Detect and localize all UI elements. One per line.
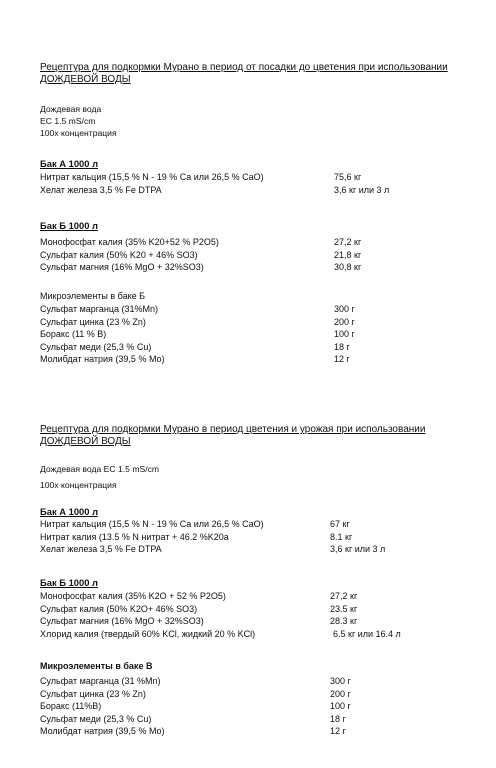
fertilizer-amount: 100 г [330,701,351,711]
table-row [40,236,460,249]
fertilizer-amount: 12 г [330,726,346,736]
fertilizer-name: Сульфат марганца (31 %Mn) [40,676,161,686]
table-row [40,615,460,628]
fertilizer-name: Сульфат магния (16% MgO + 32%SO3) [40,262,204,272]
fertilizer-name: Сульфат калия (50% K20 + 46% SO3) [40,249,198,260]
fertilizer-amount: 18 г [334,341,350,352]
meta-line: 100х концентрация [40,480,117,490]
table-row [40,531,460,544]
section2-micro-rows [40,675,460,738]
section1-micro-rows [40,303,460,366]
section1-micro-header: Микроэлементы в баке Б [40,291,146,301]
fertilizer-name: Монофосфат калия (35% K2O + 52 % P2O5) [40,591,226,601]
fertilizer-amount: 23.5 кг [330,603,358,614]
fertilizer-name: Сульфат цинка (23 % Zn) [40,688,146,699]
fertilizer-amount: 6.5 кг или 16.4 л [333,628,401,639]
fertilizer-name: Сульфат магния (16% MgO + 32%SO3) [40,616,204,626]
table-row [40,316,460,329]
meta-line: Дождевая вода EC 1.5 mS/cm [40,464,160,474]
section1-tank-b-rows [40,236,460,274]
table-row [40,700,460,713]
fertilizer-amount: 3,6 кг или 3 л [330,544,386,554]
fertilizer-name: Сульфат меди (25,3 % Cu) [40,713,152,724]
table-row [40,725,460,738]
fertilizer-name: Молибдат натрия (39,5 % Mo) [40,354,165,364]
table-row [40,249,460,262]
table-row [40,590,460,603]
fertilizer-name: Хлорид калия (твердый 60% KCl, жидкий 20 % KCl) [40,628,256,639]
table-row [40,184,460,197]
table-row [40,171,460,184]
section2-tank-a-header: Бак А 1000 л [40,506,99,517]
table-row [40,328,460,341]
table-row [40,518,460,531]
table-row [40,543,460,556]
section2-meta [40,463,159,491]
fertilizer-name: Хелат железа 3,5 % Fe DTPA [40,184,162,195]
fertilizer-amount: 21,8 кг [334,249,362,260]
fertilizer-amount: 75,6 кг [334,172,362,182]
fertilizer-amount: 67 кг [330,519,350,529]
fertilizer-name: Молибдат натрия (39,5 % Mo) [40,726,165,736]
table-row [40,603,460,616]
meta-line: Дождевая вода [40,104,102,114]
meta-line: 100х концентрация [40,128,117,138]
fertilizer-amount: 27,2 кг [330,591,358,601]
fertilizer-name: Нитрат кальция (15,5 % N - 19 % Ca или 26,5 % CaO) [40,519,264,529]
fertilizer-amount: 200 г [330,688,351,699]
table-row [40,713,460,726]
table-row [40,628,460,641]
fertilizer-amount: 100 г [334,329,355,339]
fertilizer-name: Сульфат меди (25,3 % Cu) [40,341,152,352]
fertilizer-amount: 28.3 кг [330,616,358,626]
table-row [40,353,460,366]
fertilizer-name: Сульфат марганца (31%Mn) [40,304,159,314]
section1-title: Рецептура для подкормки Мурано в период от посадки до цветения при использовании ДОЖДЕВОЙ ВОДЫ [40,62,448,85]
fertilizer-name: Монофосфат калия (35% K20+52 % P2O5) [40,237,219,247]
section2-tank-b-rows [40,590,460,640]
section2-tank-a-rows [40,518,460,556]
fertilizer-name: Нитрат калия (13.5 % N нитрат + 46.2 %K20a [40,531,229,542]
fertilizer-amount: 27,2 кг [334,237,362,247]
meta-line: EC 1.5 mS/cm [40,116,96,126]
fertilizer-amount: 30,8 кг [334,262,362,272]
section1-tank-a-rows [40,171,460,196]
fertilizer-name: Сульфат цинка (23 % Zn) [40,316,146,327]
fertilizer-amount: 3,6 кг или 3 л [334,184,390,195]
fertilizer-name: Хелат железа 3,5 % Fe DTPA [40,544,162,554]
table-row [40,675,460,688]
section2-title: Рецептура для подкормки Мурано в период цветения и урожая при использовании ДОЖДЕВОЙ ВОДЫ [40,424,426,447]
fertilizer-name: Боракс (11 % B) [40,329,107,339]
fertilizer-amount: 8.1 кг [330,531,353,542]
fertilizer-name: Нитрат кальция (15,5 % N - 19 % Ca или 26,5 % CaO) [40,172,264,182]
fertilizer-name: Боракс (11%B) [40,701,102,711]
fertilizer-name: Сульфат калия (50% K2O+ 46% SO3) [40,603,198,614]
table-row [40,303,460,316]
fertilizer-amount: 300 г [334,304,355,314]
fertilizer-amount: 200 г [334,316,355,327]
section1-tank-b-header: Бак Б 1000 л [40,220,99,231]
section1-meta [40,103,117,139]
fertilizer-amount: 300 г [330,676,351,686]
section1-tank-a-header: Бак А 1000 л [40,158,99,169]
section2-micro-header: Микроэлементы в баке В [40,661,153,671]
table-row [40,688,460,701]
table-row [40,261,460,274]
section2-tank-b-header: Бак Б 1000 л [40,577,99,588]
fertilizer-amount: 18 г [330,713,346,724]
table-row [40,341,460,354]
fertilizer-amount: 12 г [334,354,350,364]
